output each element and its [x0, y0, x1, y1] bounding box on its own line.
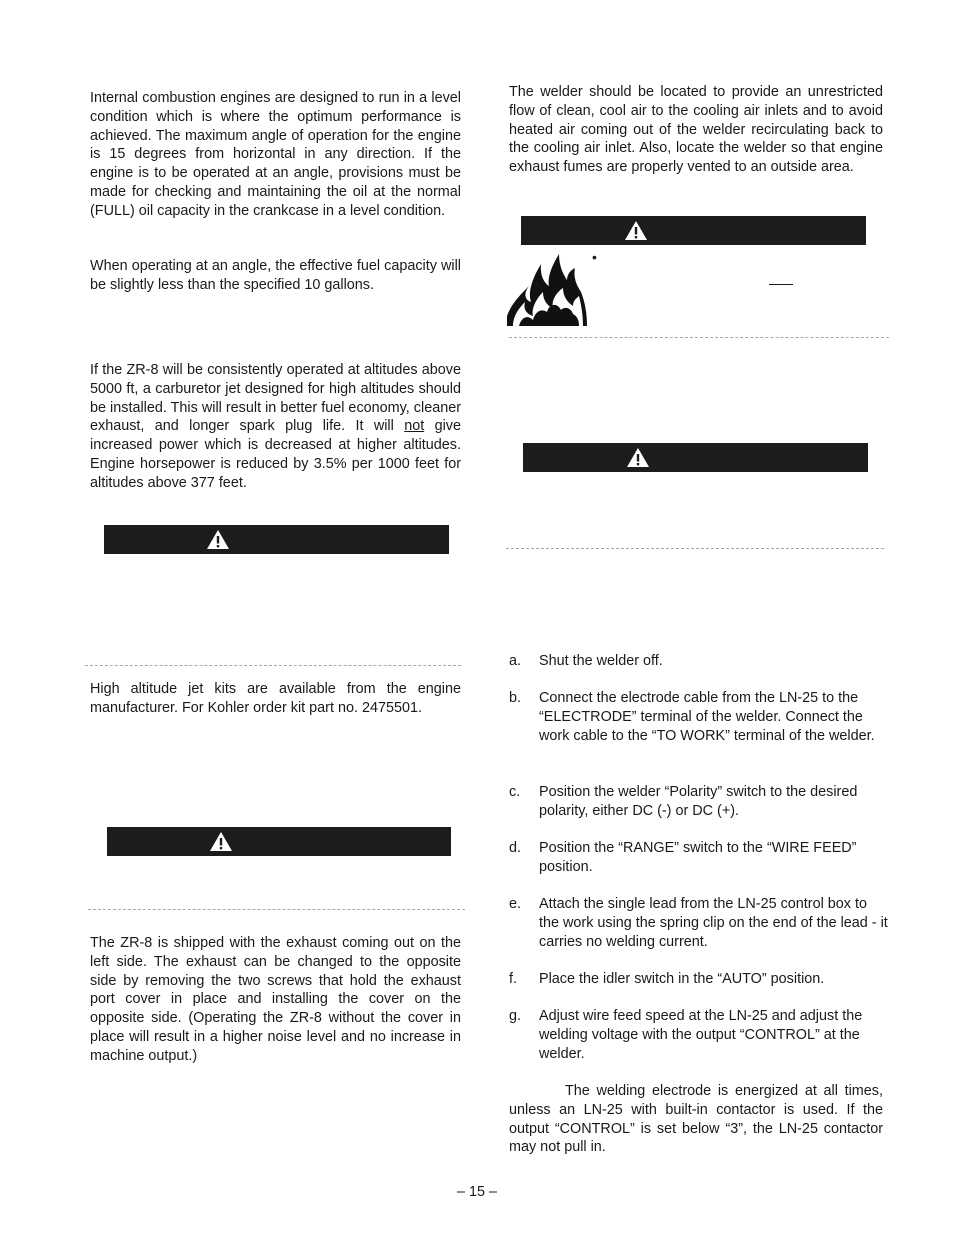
step-letter: a.: [509, 653, 522, 669]
warning-bar-altitude: [104, 525, 449, 554]
warning-bar-right-2: [523, 443, 868, 472]
step-text: Position the “RANGE” switch to the “WIRE FEED” position.: [539, 840, 857, 875]
warning-triangle-icon: [624, 220, 648, 241]
altitude-text-part1: If the ZR-8 will be consistently operated at altitudes above 5000 ft, a carburetor jet designed for high altitudes should be installed. This will result in better fuel economy, cleaner exhaust, and longer spark plug life. It will: [90, 362, 461, 435]
fire-warning-underline-mark: [769, 284, 793, 285]
step-text: Position the welder “Polarity” switch to the desired polarity, either DC (-) or DC (+).: [539, 784, 858, 819]
step-letter: e.: [509, 896, 522, 912]
paragraph-electrode-note: The welding electrode is energized at all times, unless an LN-25 with built-in contactor is used. If the output “CONTROL” is set below “3”, the LN-25 contactor may not pull in.: [509, 1083, 883, 1156]
page-number: – 15 –: [456, 1184, 497, 1200]
step-letter: d.: [509, 840, 522, 856]
step-text: Adjust wire feed speed at the LN-25 and adjust the welding voltage with the output “CONTROL” at the welder.: [539, 1008, 863, 1062]
step-letter: c.: [509, 784, 521, 800]
warning-bar-jet-kit: [107, 827, 451, 856]
divider-dashed-right-1: [509, 337, 889, 338]
list-item: [509, 783, 889, 823]
paragraph-level-operation: Internal combustion engines are designed to run in a level condition which is where the optimum performance is achieved. The maximum angle of operation for the engine is 15 degrees from horizontal in any direction. If the engine is to be operated at an angle, provisions must be made for checking and maintaining the oil at the normal (FULL) oil capacity in the crankcase in a level condition.: [90, 90, 461, 219]
warning-bar-fire: [521, 216, 866, 245]
divider-dashed-left-1: [85, 665, 461, 666]
list-item: [509, 652, 889, 672]
step-letter: f.: [509, 971, 517, 987]
paragraph-fuel-capacity: When operating at an angle, the effective fuel capacity will be slightly less than the specified 10 gallons.: [90, 258, 461, 293]
fire-hazard-icon: [507, 252, 587, 326]
altitude-text-part2: give increased power which is decreased at higher altitudes. Engine horsepower is reduced by 3.5% per 1000 feet for altitudes above 377 feet.: [90, 418, 461, 491]
paragraph-jet-kits: High altitude jet kits are available from the engine manufacturer. For Kohler order kit part no. 2475501.: [90, 681, 461, 716]
list-item: [509, 689, 889, 765]
list-item: [509, 895, 889, 953]
step-text: Shut the welder off.: [539, 653, 663, 669]
step-letter: b.: [509, 690, 522, 706]
paragraph-welder-location: The welder should be located to provide an unrestricted flow of clean, cool air to the cooling air inlets and to avoid heated air coming out of the welder recirculating back to the cooling air inlet. Also, locate the welder so that engine exhaust fumes are properly vented to an outside area.: [509, 84, 883, 176]
list-item: [509, 1007, 889, 1065]
paragraph-exhaust: The ZR-8 is shipped with the exhaust coming out on the left side. The exhaust can be changed to the opposite side by removing the two screws that hold the exhaust port cover in place and installing the cover on the opposite side. (Operating the ZR-8 without the cover in place will result in a higher noise level and no increase in machine output.): [90, 935, 461, 1064]
divider-dashed-left-2: [88, 909, 465, 910]
fire-warning-bullet: •: [592, 249, 597, 265]
step-text: Connect the electrode cable from the LN-25 to the “ELECTRODE” terminal of the welder. Connect the work cable to the “TO WORK” terminal of the welder.: [539, 690, 875, 744]
paragraph-high-altitude: [90, 361, 461, 493]
warning-triangle-icon: [209, 831, 233, 852]
step-text: Place the idler switch in the “AUTO” position.: [539, 971, 825, 987]
list-item: [509, 970, 889, 990]
warning-triangle-icon: [206, 529, 230, 550]
list-item: [509, 839, 889, 879]
altitude-underlined-not: not: [404, 418, 425, 435]
step-letter: g.: [509, 1008, 522, 1024]
warning-triangle-icon: [626, 447, 650, 468]
divider-dashed-right-2: [506, 548, 884, 549]
step-text: Attach the single lead from the LN-25 control box to the work using the spring clip on the end of the lead - it carries no welding current.: [539, 896, 888, 950]
